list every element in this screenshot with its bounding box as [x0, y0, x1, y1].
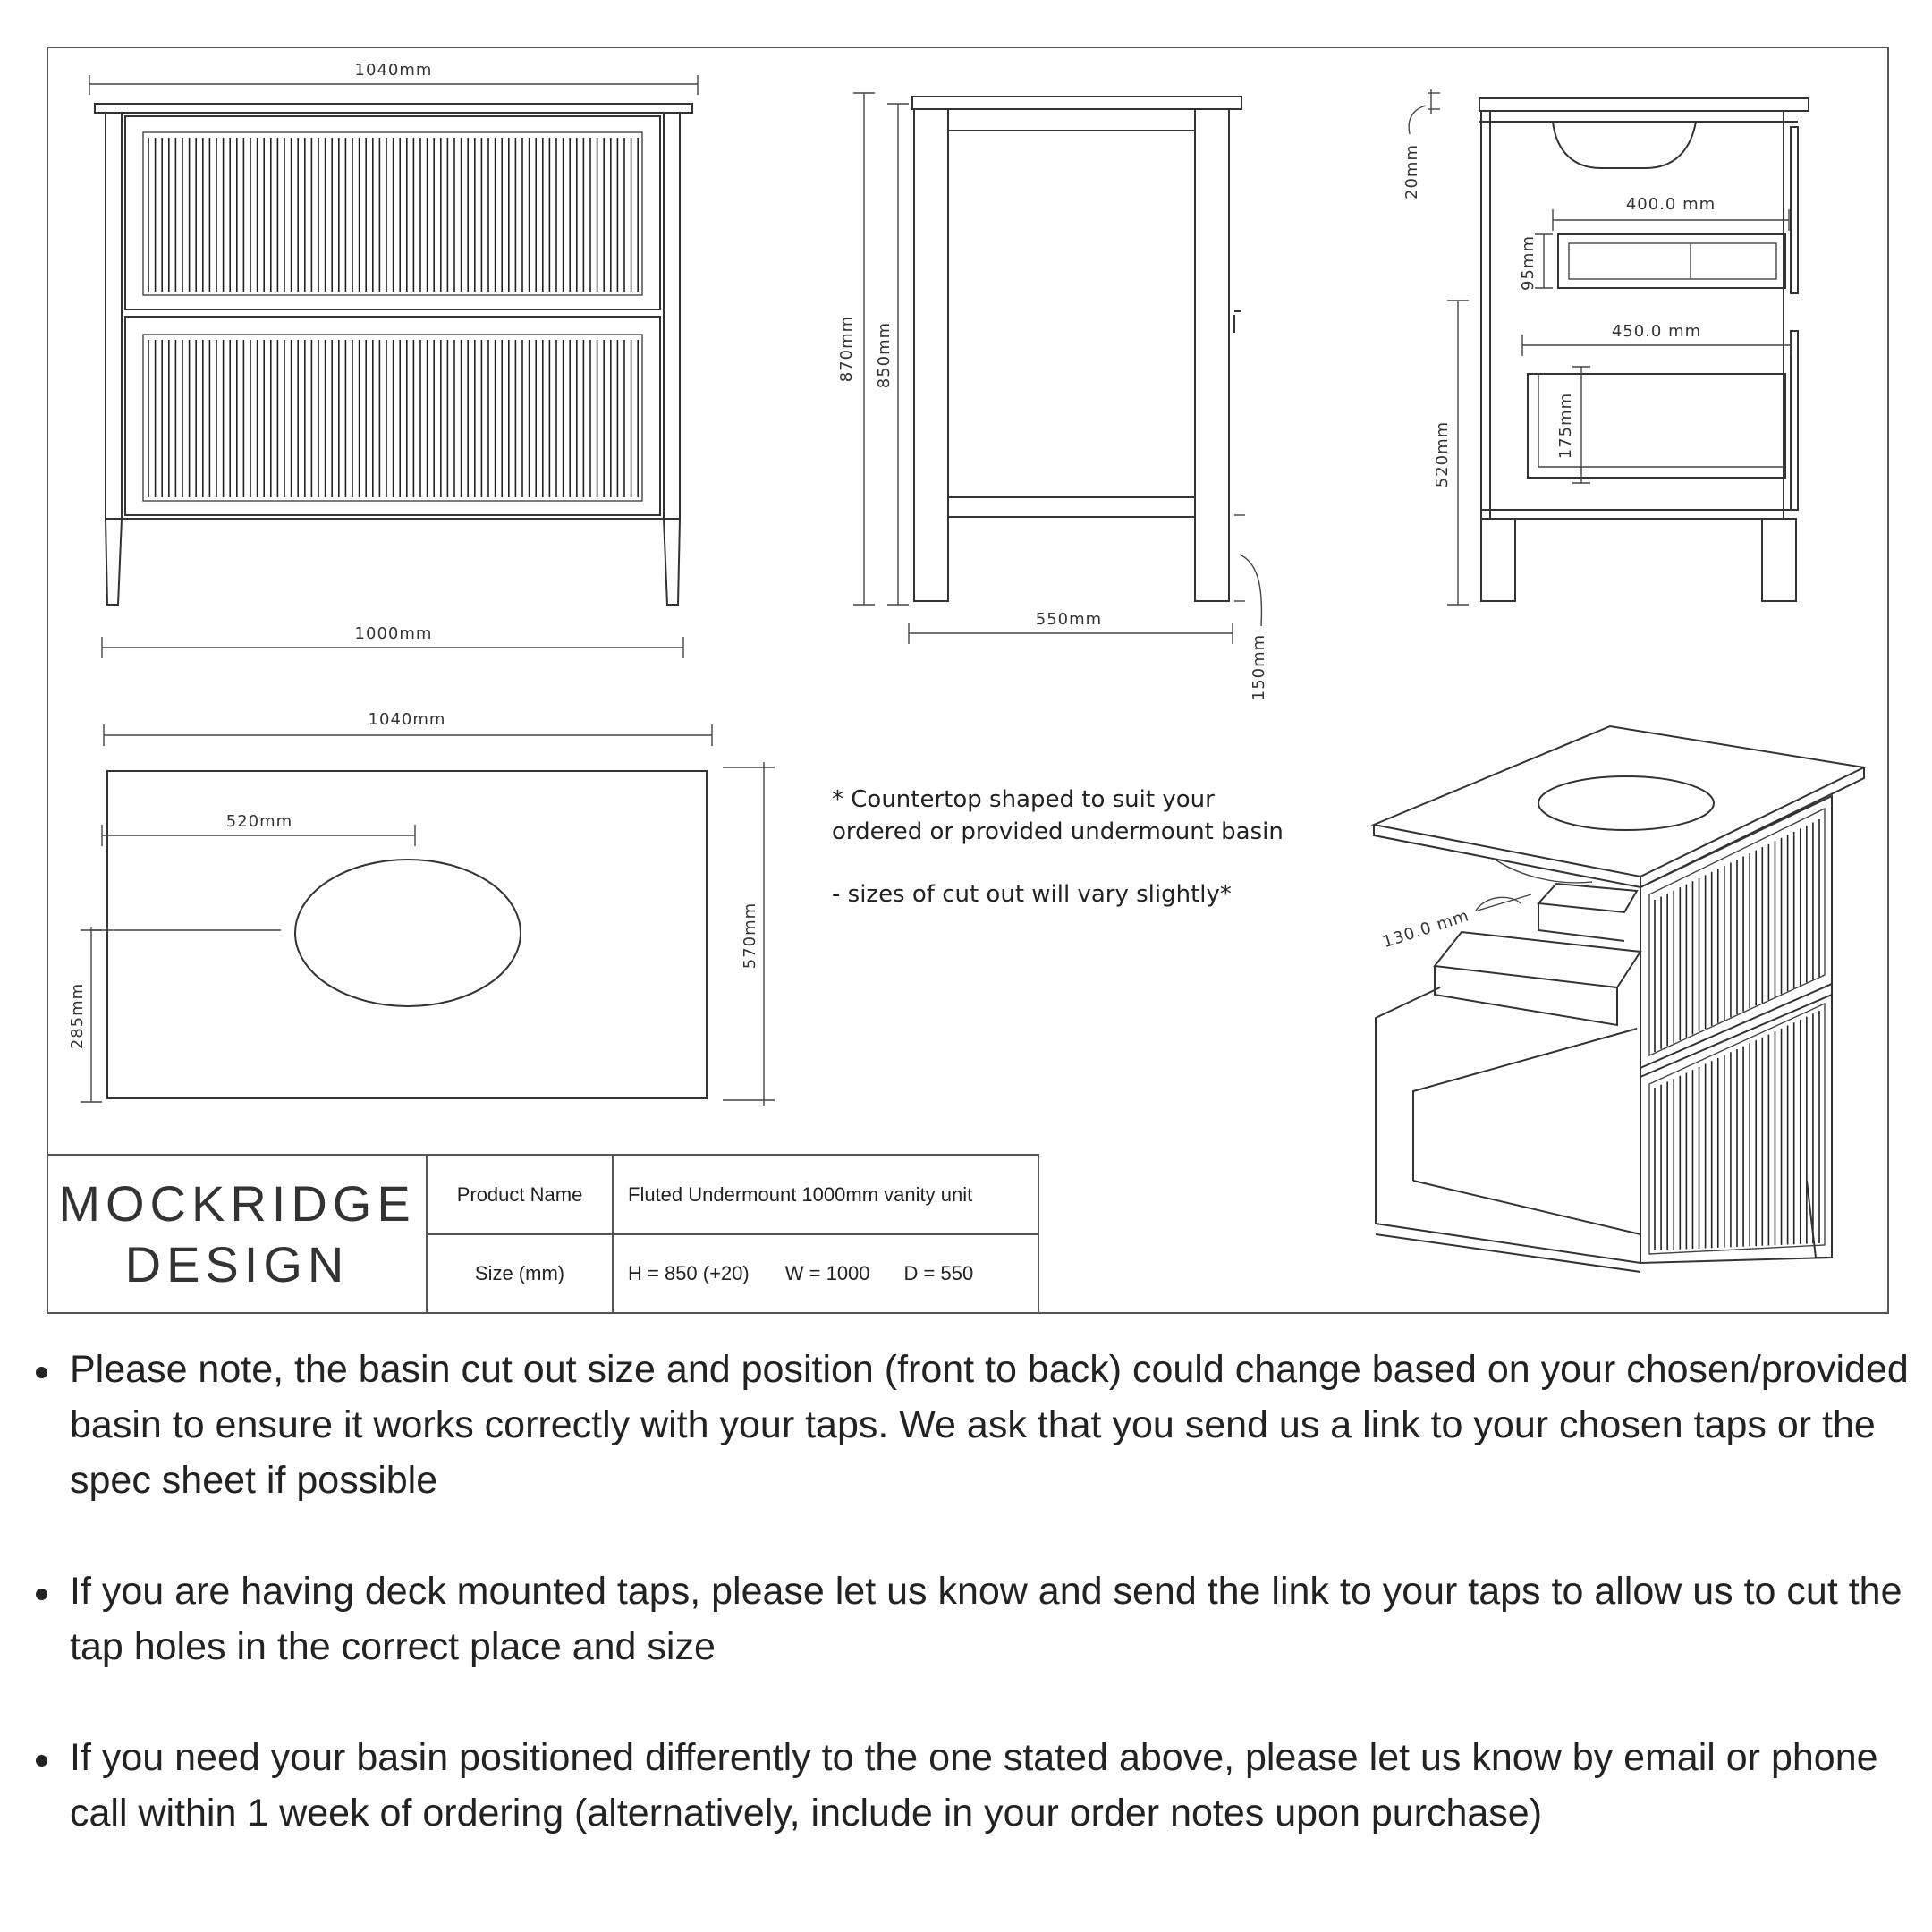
iso-drawer-depth-label: 130.0 mm: [1380, 906, 1472, 953]
section-upper-drawer-height-label: 95mm: [1519, 235, 1538, 291]
product-name-value: Fluted Undermount 1000mm vanity unit: [612, 1154, 1039, 1235]
note-line-1: * Countertop shaped to suit your: [832, 786, 1215, 813]
note-line-2: ordered or provided undermount basin: [832, 818, 1284, 845]
list-item: If you are having deck mounted taps, please let us know and send the link to your taps to allow us to cut the tap holes in the correct place and size: [36, 1563, 1914, 1674]
side-body-height-label: 850mm: [875, 321, 894, 389]
notes-list: [36, 1342, 1914, 1896]
plan-view: [68, 710, 775, 1106]
side-leg-height-label: 150mm: [1250, 633, 1268, 701]
plan-basin-offset-y-label: 285mm: [68, 982, 87, 1050]
iso-view: [1374, 726, 1864, 1272]
plan-basin-offset-x-label: 520mm: [225, 812, 293, 831]
front-base-width-label: 1000mm: [354, 624, 433, 643]
section-upper-drawer-width-label: 400.0 mm: [1625, 195, 1716, 214]
size-w: W = 1000: [784, 1262, 870, 1284]
size-value: [612, 1233, 1039, 1314]
list-item: If you need your basin positioned differently to the one stated above, please let us know by email or phone call within 1 week of ordering (alternatively, include in your order notes upon purchase): [36, 1730, 1914, 1841]
countertop-notes: [832, 786, 1284, 908]
section-view: [1402, 89, 1809, 605]
side-overall-height-label: 870mm: [837, 315, 856, 383]
section-lower-drawer-width-label: 450.0 mm: [1611, 322, 1702, 341]
size-d: D = 550: [903, 1262, 974, 1284]
side-view: [837, 93, 1268, 700]
section-top-thickness-label: 20mm: [1402, 144, 1421, 199]
section-drawer-zone-height-label: 520mm: [1433, 420, 1452, 488]
size-h: H = 850 (+20): [628, 1262, 750, 1284]
front-top-width-label: 1040mm: [354, 61, 433, 80]
product-name-label: Product Name: [426, 1154, 614, 1235]
brand-logo: [47, 1154, 428, 1314]
plan-depth-label: 570mm: [741, 902, 759, 970]
front-view: [89, 61, 698, 658]
logo-line-1: MOCKRIDGE: [58, 1174, 416, 1232]
side-depth-label: 550mm: [1035, 610, 1103, 629]
note-line-3: - sizes of cut out will vary slightly*: [832, 881, 1232, 908]
plan-width-label: 1040mm: [368, 710, 446, 729]
list-item: Please note, the basin cut out size and position (front to back) could change based on your chosen/provided basin to ensure it works correctly with your taps. We ask that you send us a link to your chosen taps or the spec sheet if possible: [36, 1342, 1914, 1508]
section-lower-drawer-height-label: 175mm: [1556, 392, 1575, 460]
logo-line-2: DESIGN: [124, 1235, 350, 1292]
title-block: [47, 1154, 1039, 1314]
size-label: Size (mm): [426, 1233, 614, 1314]
